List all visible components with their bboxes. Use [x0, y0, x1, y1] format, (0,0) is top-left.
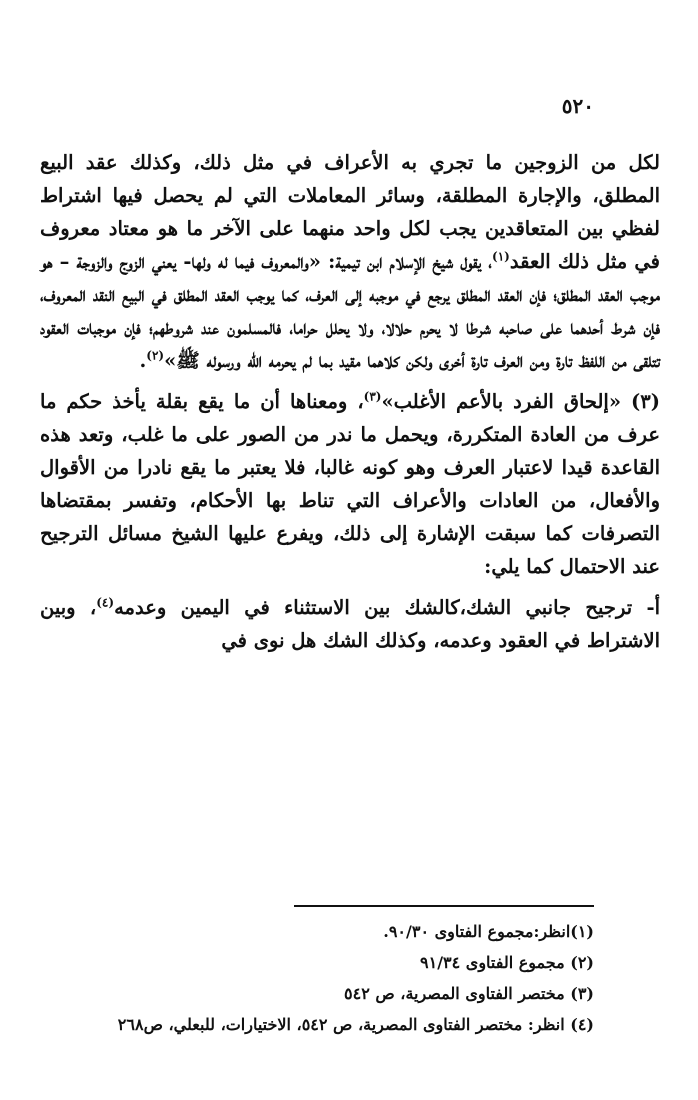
paragraph-rule-three: [40, 385, 660, 583]
footnote-1: (١)انظر:مجموع الفتاوى ٩٠/٣٠.: [383, 922, 594, 941]
paragraph-text: لكل من الزوجين ما تجري به الأعراف في مثل ذلك، وكذلك عقد البيع المطلق، والإجارة المطلقة، وسائر المعاملات التي لم يحصل فيها اشتراط لفظي بين المتعاقدين يجب لكل واحد منهما على الآخر ما هو معتاد معروف في مثل ذلك العقد: [40, 151, 661, 273]
footnote-ref-2: (٢): [146, 348, 165, 363]
paragraph-text: أ-: [632, 596, 661, 619]
paragraph-text: ، وبين الاشتراط في العقود وعدمه، وكذلك الشك هل نوى في: [40, 596, 660, 652]
footnote-ref-3: (٣): [363, 389, 382, 404]
paragraph-text: ، يقول شيخ الإسلام ابن تيمية: «والمعروف فيما له ولها- يعني الزوج والزوجة – هو موجب العقد المطلق؛ فإن العقد المطلق يرجع في موجبه إلى العرف، كما يوجب العقد المطلق في البيع النقد المعروف، فإن شرط أحدهما على صاحبه شرطا لا يحرم حلالا، ولا يحلل حراما، فالمسلمون عند شروطهم؛ فإن موجبات العقود تتلقى من اللفظ تارة ومن العرف تارة أخرى ولكن كلاهما مقيد بما لم يحرمه الله ورسوله ﷺ»: [40, 250, 660, 372]
paragraph-item-a: [40, 591, 660, 657]
footnotes: [34, 916, 594, 1040]
paragraph-text: ،كالشك بين الاستثناء في اليمين وعدمه: [114, 596, 466, 619]
page-number: ٥٢٠: [561, 94, 594, 118]
paragraph-contract-custom: [40, 146, 660, 377]
paragraph-text: ، ومعناها أن ما يقع بقلة يأخذ حكم ما عرف من العادة المتكررة، ويحمل ما ندر من الصور على ما غلب، وتعد هذه القاعدة قيدا لاعتبار العرف وهو كونه غالبا، فلا يعتبر ما يقع نادرا من الأقوال والأفعال، من العادات والأعراف التي تناط بها الأحكام، وتفسر بمقتضاها التصرفات كما سبقت الإشارة إلى ذلك، ويفرع عليها الشيخ مسائل الترجيح عند الاحتمال كما يلي:: [40, 390, 660, 578]
footnote-3: (٣) مختصر الفتاوى المصرية، ص ٥٤٢: [344, 984, 594, 1003]
footnote-4: (٤) انظر: مختصر الفتاوى المصرية، ص ٥٤٢، الاختيارات، للبعلي، ص٢٦٨: [117, 1015, 594, 1034]
item-heading: ترجيح جانبي الشك: [465, 596, 633, 619]
footnote-ref-4: (٤): [96, 595, 115, 610]
main-text: [40, 146, 660, 657]
paragraph-text: .: [139, 349, 147, 372]
footnote-2: (٢) مجموع الفتاوى ٩١/٣٤: [420, 953, 594, 972]
footnote-ref-1: (١): [492, 249, 510, 264]
paragraph-text: (٣) «إلحاق الفرد بالأعم الأغلب»: [381, 390, 661, 413]
footnote-divider: [294, 905, 594, 907]
